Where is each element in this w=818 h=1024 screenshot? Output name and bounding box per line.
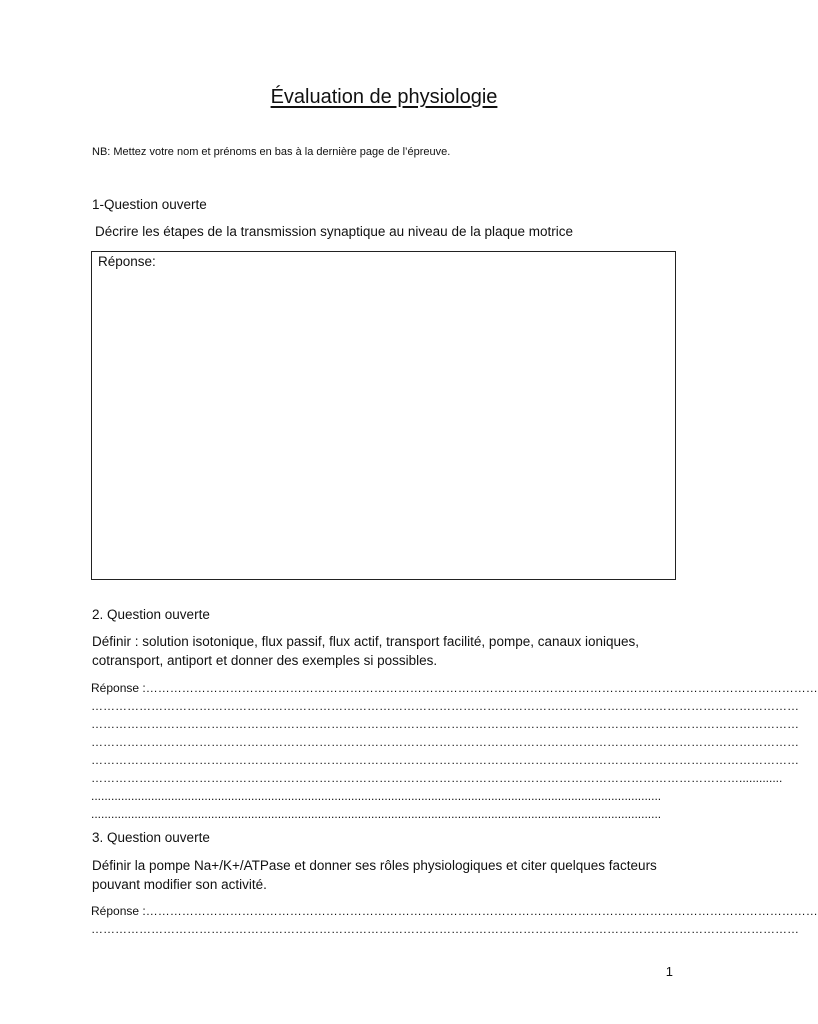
answer-line: ………………………………………………………………………………………………………………………………………………............. [91,771,783,785]
answer-line: Réponse :…………………………………………………………………………………………………………………………………………………… [91,681,818,695]
answer-line: …………………………………………………………………………………………………………………………………………………………… [91,753,799,767]
question-2-prompt: Définir : solution isotonique, flux passif, flux actif, transport facilité, pompe, canaux ioniques, cotransport, antiport et donner des exemples si possibles. [92,634,640,668]
question-1-answer-label: Réponse: [98,254,156,269]
question-3-answer-lines[interactable] [91,902,818,938]
question-2-answer-lines[interactable] [91,679,818,823]
page-title: Évaluation de physiologie [270,86,498,108]
answer-line: …………………………………………………………………………………………………………………………………………………………… [91,922,799,936]
question-3-prompt: Définir la pompe Na+/K+/ATPase et donner ses rôles physiologiques et citer quelques facteurs pouvant modifier son activité. [92,858,657,892]
answer-line: …………………………………………………………………………………………………………………………………………………………… [91,717,799,731]
answer-line: Réponse :…………………………………………………………………………………………………………………………………………………… [91,904,818,918]
instruction-note: NB: Mettez votre nom et prénoms en bas à la dernière page de l’épreuve. [92,146,451,158]
question-1-answer-box[interactable] [91,251,676,580]
question-1-heading: 1-Question ouverte [92,197,207,212]
answer-line: ........................................................................................................................................................................... [91,789,662,803]
question-2-heading: 2. Question ouverte [92,607,210,622]
page-number: 1 [665,964,673,979]
answer-line: ........................................................................................................................................................................... [91,807,662,821]
answer-line: …………………………………………………………………………………………………………………………………………………………… [91,699,799,713]
question-1-prompt: Décrire les étapes de la transmission synaptique au niveau de la plaque motrice [95,224,574,239]
answer-line: …………………………………………………………………………………………………………………………………………………………… [91,735,799,749]
question-3-heading: 3. Question ouverte [92,830,210,845]
